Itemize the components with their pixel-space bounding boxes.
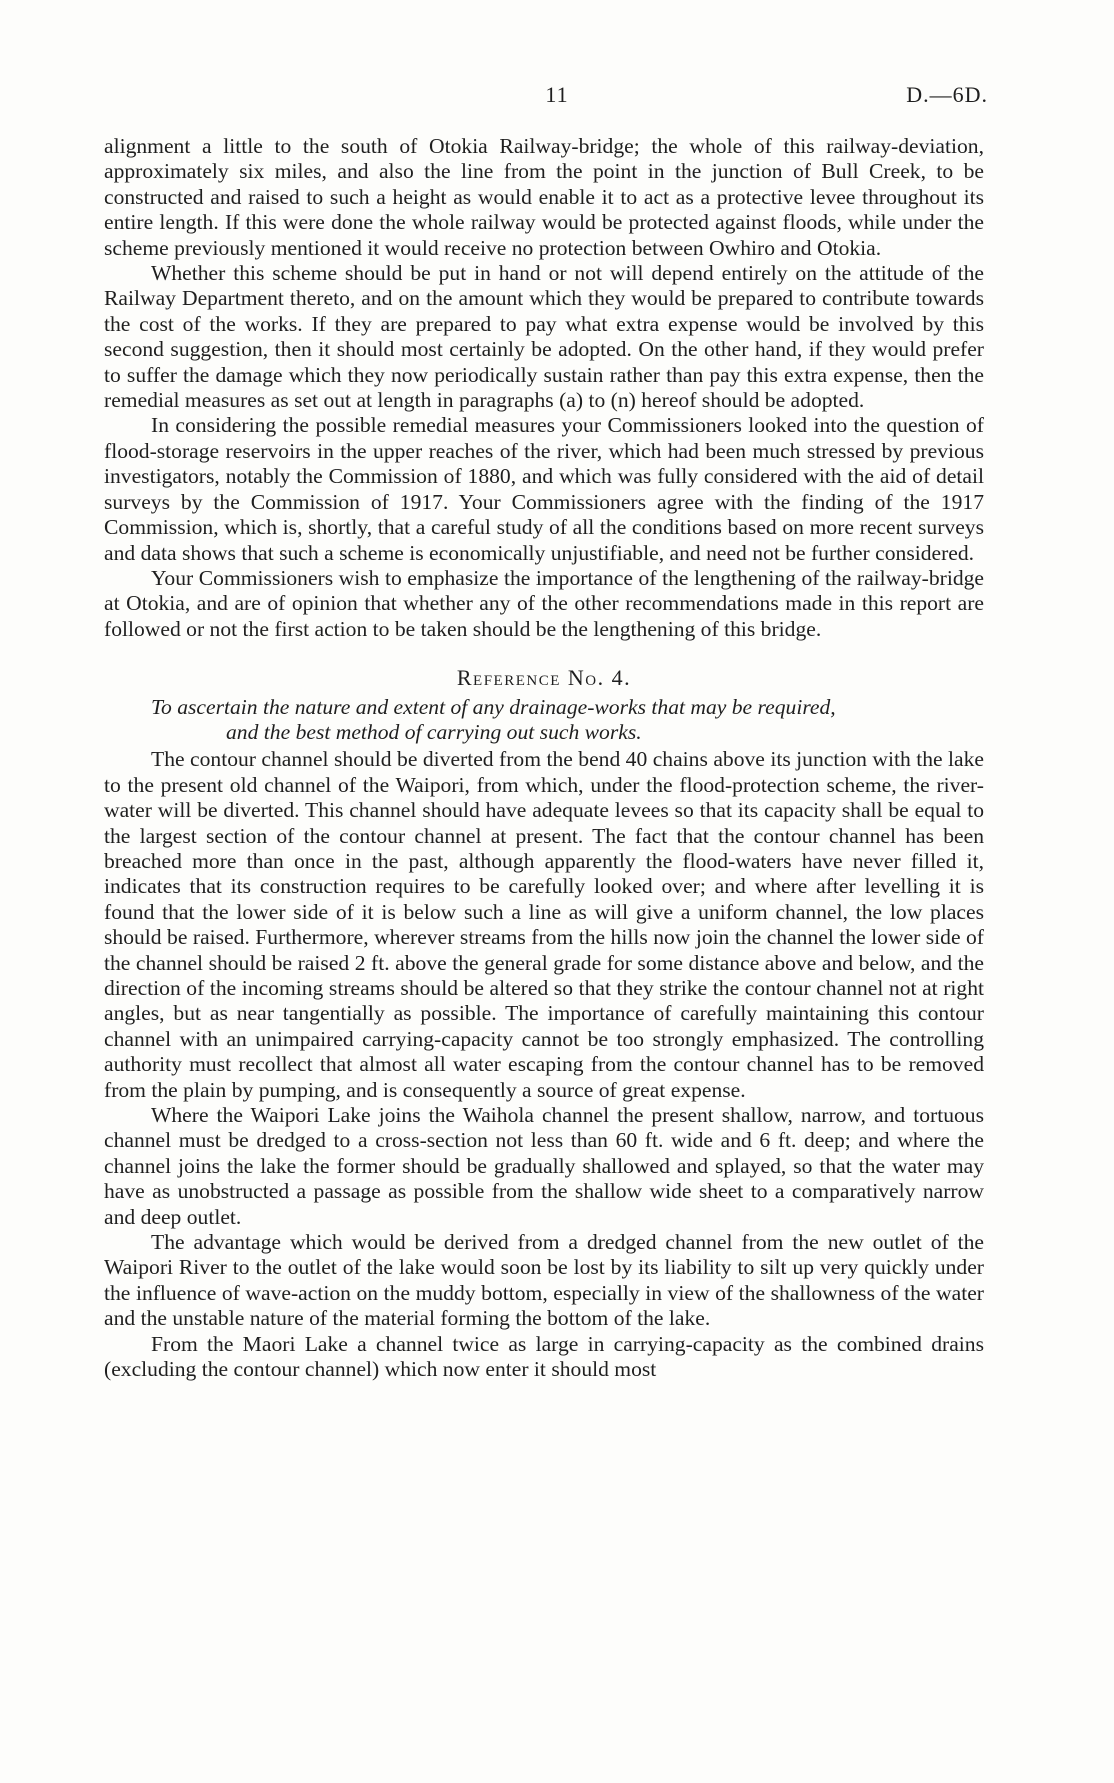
paragraph: The contour channel should be diverted from the bend 40 chains above its junction with the lake to the present old channel of the Waipori, from which, under the flood-protection scheme, the river-water will be diverted. This channel should have adequate levees so that its capacity shall be equal to the largest section of the contour channel at present. The fact that the contour channel has been breached more than once in the past, although apparently the flood-waters have never filled it, indicates that its construction requires to be carefully looked over; and where after levelling it is found that the lower side of it is below such a line as will give a uniform channel, the low places should be raised. Furthermore, wherever streams from the hills now join the channel the lower side of the channel should be raised 2 ft. above the general grade for some distance above and below, and the direction of the incoming streams should be altered so that they strike the contour channel not at right angles, but as near tangentially as possible. The importance of carefully maintaining this contour channel with an unimpaired carrying-capacity cannot be too strongly emphasized. The controlling authority must recollect that almost all water escaping from the contour channel has to be removed from the plain by pumping, and is consequently a source of great expense. (104, 747, 984, 1102)
page-header (0, 82, 1114, 112)
paragraph: Where the Waipori Lake joins the Waihola channel the present shallow, narrow, and tortuous channel must be dredged to a cross-section not less than 60 ft. wide and 6 ft. deep; and where the channel joins the lake the former should be gradually shallowed and splayed, so that the water may have as unobstructed a passage as possible from the shallow wide sheet to a comparatively narrow and deep outlet. (104, 1103, 984, 1229)
reference-subtitle (104, 695, 984, 746)
paragraph: alignment a little to the south of Otokia Railway-bridge; the whole of this railway-deviation, approximately six miles, and also the line from the point in the junction of Bull Creek, to be constructed and raised to such a height as would enable it to act as a protective levee throughout its entire length. If this were done the whole railway would be protected against floods, while under the scheme previously mentioned it would receive no protection between Owhiro and Otokia. (104, 134, 984, 260)
page-number: 11 (545, 82, 569, 107)
paragraph: The advantage which would be derived from a dredged channel from the new outlet of the Waipori River to the outlet of the lake would soon be lost by its liability to silt up very quickly under the influence of wave-action on the muddy bottom, especially in view of the shallowness of the water and the unstable nature of the material forming the bottom of the lake. (104, 1230, 984, 1331)
reference-heading: Reference No. 4. (456, 665, 632, 691)
reference-subtitle-line-1: To ascertain the nature and extent of any drainage-works that may be required, (151, 694, 836, 719)
body-text (104, 134, 984, 1383)
document-reference: D.—6D. (906, 82, 988, 107)
paragraph: Whether this scheme should be put in hand or not will depend entirely on the attitude of the Railway Department thereto, and on the amount which they would be prepared to contribute towards the cost of the works. If they are prepared to pay what extra expense would be involved by this second suggestion, then it should most certainly be adopted. On the other hand, if they would prefer to suffer the damage which they now periodically sustain rather than pay this extra expense, then the remedial measures as set out at length in paragraphs (a) to (n) hereof should be adopted. (104, 261, 984, 413)
paragraph: Your Commissioners wish to emphasize the importance of the lengthening of the railway-bridge at Otokia, and are of opinion that whether any of the other recommendations made in this report are followed or not the first action to be taken should be the lengthening of this bridge. (104, 565, 984, 641)
paragraph: From the Maori Lake a channel twice as large in carrying-capacity as the combined drains (excluding the contour channel) which now enter it should most (104, 1331, 984, 1382)
paragraph: In considering the possible remedial measures your Commissioners looked into the question of flood-storage reservoirs in the upper reaches of the river, which had been much stressed by previous investigators, notably the Commission of 1880, and which was fully considered with the aid of detail surveys by the Commission of 1917. Your Commissioners agree with the finding of the 1917 Commission, which is, shortly, that a careful study of all the conditions based on more recent surveys and data shows that such a scheme is economically unjustifiable, and need not be further considered. (104, 413, 984, 565)
reference-subtitle-line-2: and the best method of carrying out such works. (226, 719, 642, 744)
